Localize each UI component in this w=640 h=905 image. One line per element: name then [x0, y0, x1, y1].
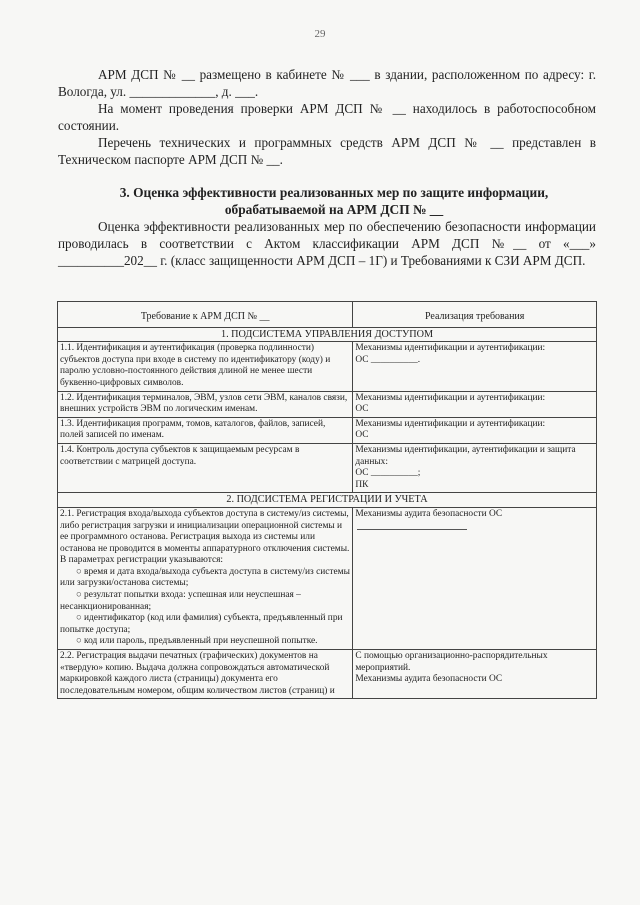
implementation-cell	[353, 391, 597, 417]
implementation-text: Механизмы идентификации и аутентификации:	[355, 418, 546, 429]
implementation-text: С помощью организационно-распорядительных мероприятий.	[355, 651, 548, 673]
implementation-text: ОС	[355, 430, 369, 441]
table-row	[58, 507, 597, 649]
implementation-text: ОС	[355, 404, 369, 415]
requirement-cell	[58, 507, 353, 649]
status-paragraph: На момент проведения проверки АРМ ДСП № __ находилось в работоспособном состоянии.	[58, 101, 596, 133]
list-item: ○ идентификатор (код или фамилия) субъекта, предъявленный при попытке доступа;	[60, 613, 350, 636]
requirements-table	[57, 301, 597, 699]
implementation-text: ОС __________.	[355, 354, 421, 365]
implementation-text: ПК	[355, 479, 369, 490]
list-item: ○ время и дата входа/выхода субъекта доступа в систему/из системы или загрузки/останова системы;	[60, 567, 350, 590]
requirement-cell: 1.2. Идентификация терминалов, ЭВМ, узлов сети ЭВМ, каналов связи, внешних устройств ЭВМ по логическим именам.	[58, 391, 353, 417]
implementation-text: ОС __________;	[355, 468, 421, 479]
blank-line	[357, 521, 467, 530]
implementation-cell	[353, 443, 597, 492]
section-1-title: 1. ПОДСИСТЕМА УПРАВЛЕНИЯ ДОСТУПОМ	[58, 327, 597, 342]
implementation-text: Механизмы идентификации и аутентификации:	[355, 343, 546, 354]
implementation-cell	[353, 507, 597, 649]
column-header-requirement: Требование к АРМ ДСП № __	[58, 302, 353, 328]
implementation-text: Механизмы идентификации и аутентификации:	[355, 392, 546, 403]
requirement-text: 2.1. Регистрация входа/выхода субъектов доступа в систему/из системы, либо регистрация загрузки и инициализации операционной системы и ее программного останова. Регистрация выхода из системы или останова не проводится в моменты аппаратурного отключения системы. В параметрах регистрации указываются:	[60, 508, 350, 566]
list-item: ○ код или пароль, предъявленный при неуспешной попытке.	[60, 636, 350, 648]
implementation-text: Механизмы аудита безопасности ОС	[355, 674, 503, 685]
list-item: ○ результат попытки входа: успешная или неуспешная – несанкционированная;	[60, 590, 350, 613]
implementation-cell	[353, 417, 597, 443]
requirement-cell: 1.4. Контроль доступа субъектов к защищаемым ресурсам в соответствии с матрицей доступа.	[58, 443, 353, 492]
implementation-text: Механизмы аудита безопасности ОС	[355, 508, 503, 519]
requirement-cell: 1.3. Идентификация программ, томов, каталогов, файлов, записей, полей записей по именам.	[58, 417, 353, 443]
registration-parameters-list	[60, 567, 350, 648]
table-row	[58, 443, 597, 492]
table-row	[58, 391, 597, 417]
table-row	[58, 650, 597, 699]
section-3-heading: 3. Оценка эффективности реализованных мер по защите информации, обрабатываемой на АРМ ДСП № __	[119, 185, 549, 217]
requirement-cell: 2.2. Регистрация выдачи печатных (графических) документов на «твердую» копию. Выдача должна сопровождаться автоматической маркировкой каждого листа (страницы) документа его последовательным номером, общим количеством листов (страниц) и	[58, 650, 353, 699]
page-number: 29	[314, 28, 326, 40]
section-3-text: Оценка эффективности реализованных мер по обеспечению безопасности информации проводилась в соответствии с Актом классификации АРМ ДСП №__ от «___» __________202__ г. (класс защищенности АРМ ДСП – 1Г) и Требованиями к СЗИ АРМ ДСП.	[58, 219, 596, 268]
table-row	[58, 342, 597, 391]
requirement-cell: 1.1. Идентификация и аутентификация (проверка подлинности) субъектов доступа при входе в систему по идентификатору (коду) и паролю условно-постоянного действия длиной не менее шести буквенно-цифровых символов.	[58, 342, 353, 391]
inventory-paragraph: Перечень технических и программных средств АРМ ДСП № __ представлен в Техническом паспорте АРМ ДСП № __.	[58, 135, 596, 167]
table-row	[58, 417, 597, 443]
implementation-cell	[353, 342, 597, 391]
placement-paragraph: АРМ ДСП № __ размещено в кабинете № ___ в здании, расположенном по адресу: г. Вологда, ул. _____________, д. ___.	[58, 67, 596, 99]
column-header-implementation: Реализация требования	[353, 302, 597, 328]
section-2-title: 2. ПОДСИСТЕМА РЕГИСТРАЦИИ И УЧЕТА	[58, 493, 597, 508]
implementation-cell	[353, 650, 597, 699]
implementation-text: Механизмы идентификации, аутентификации и защита данных:	[355, 444, 576, 467]
